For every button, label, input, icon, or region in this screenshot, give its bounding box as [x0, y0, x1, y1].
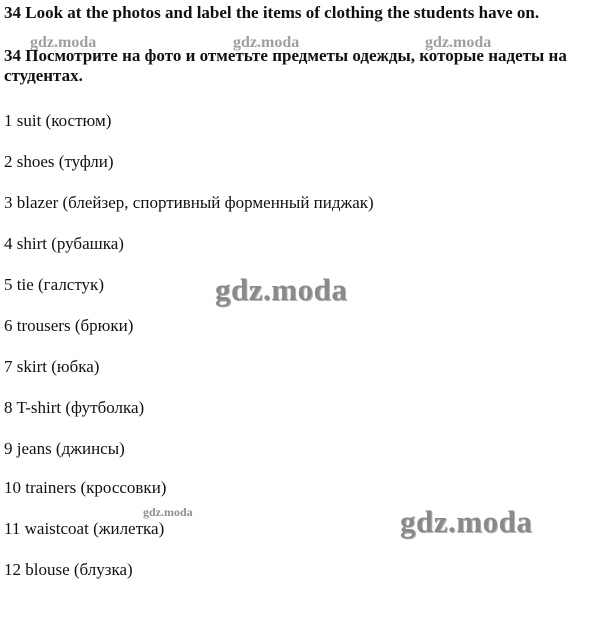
watermark-center: gdz.moda — [215, 272, 348, 307]
list-item: 1 suit (костюм) — [4, 111, 112, 130]
list-item: 7 skirt (юбка) — [4, 357, 100, 376]
list-item: 9 jeans (джинсы) — [4, 439, 125, 458]
list-item: 3 blazer (блейзер, спортивный форменный пиджак) — [4, 193, 374, 212]
watermark-lower-right: gdz.moda — [400, 504, 533, 539]
list-item: 12 blouse (блузка) — [4, 560, 133, 579]
list-item: 5 tie (галстук) — [4, 275, 104, 294]
watermark-top-center: gdz.moda — [233, 34, 300, 51]
list-item: 6 trousers (брюки) — [4, 316, 134, 335]
watermark-top-right: gdz.moda — [425, 34, 492, 51]
list-item: 10 trainers (кроссовки) — [4, 478, 167, 497]
list-item: 11 waistcoat (жилетка) — [4, 519, 165, 538]
list-item: 2 shoes (туфли) — [4, 152, 114, 171]
list-item: 4 shirt (рубашка) — [4, 234, 124, 253]
exercise-heading-russian: 34 Посмотрите на фото и отметьте предметы одежды, которые надеты на студентах. — [4, 46, 567, 85]
list-item: 8 T-shirt (футболка) — [4, 398, 145, 417]
exercise-heading-english: 34 Look at the photos and label the items of clothing the students have on. — [4, 3, 540, 22]
watermark-small-lower: gdz.moda — [143, 505, 193, 519]
watermark-top-left: gdz.moda — [30, 34, 97, 51]
